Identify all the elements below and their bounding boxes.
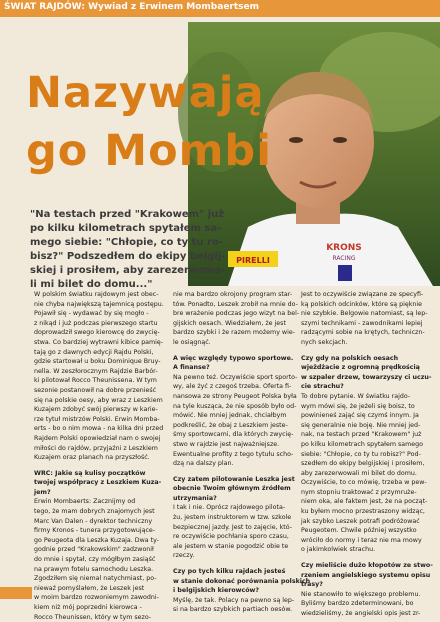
lead-line: bisz?" Podszedłem do ekipy belgij- bbox=[30, 251, 226, 262]
text-line: W polskim światku rajdowym jest obec- bbox=[34, 291, 159, 298]
text-line: rzeczy. bbox=[173, 552, 195, 560]
text-line: wy, ale żyć z czegoś trzeba. Oferta fi- bbox=[173, 383, 292, 391]
text-line: po kilku kilometrach spytałem samego bbox=[301, 440, 423, 448]
text-line: Rajdem Polski opowiedział nam o swojej bbox=[34, 434, 161, 442]
text-line: wym mówi się, że jeżeli się boisz, to bbox=[301, 402, 415, 410]
text-line: nak, na testach przed "Krakowem" już bbox=[301, 431, 422, 439]
text-line: go Peugeota dla Leszka Kuzaja. Dwa ty- bbox=[34, 536, 159, 544]
article-column-2 bbox=[173, 290, 311, 615]
text-line: bre wrażenie podczas jego wizyt na bel- bbox=[173, 310, 300, 318]
text-line: siebie: "Chłopie, co ty tu robisz?" Pod- bbox=[301, 450, 421, 458]
text-line: nie szybkie. Belgowie natomiast, są lep- bbox=[301, 310, 428, 318]
text-line: wiedzieliśmy, że angielski opis jest zr- bbox=[301, 610, 421, 617]
text-line: się na polskie oesy, aby wraz z Leszkiem bbox=[34, 396, 163, 404]
right-eye bbox=[333, 137, 347, 143]
text-line: na tyle kusząca, że nie sposób było od- bbox=[173, 402, 297, 410]
section-header bbox=[4, 2, 259, 12]
text-line: rze tytuł mistrzów Polski. Erwin Momba- bbox=[34, 415, 160, 423]
lead-line: po kilku kilometrach spytałem sa- bbox=[30, 223, 222, 234]
question-line: Czy po tych kilku rajdach jesteś bbox=[173, 568, 286, 576]
text-line: Zgodziłem się niemal natychmiast, po- bbox=[34, 575, 157, 583]
text-line: si na bardzo szybkich partiach oesów. bbox=[173, 606, 292, 614]
lead-line: li mi bilet do domu..." bbox=[30, 279, 153, 290]
section-header-bar bbox=[0, 0, 440, 17]
headline-line-2: go Mombi bbox=[26, 126, 272, 176]
text-line: mówić. Nie mniej jednak, chciałbym bbox=[173, 412, 287, 420]
text-line: aby zarezerwowali mi bilet do domu. bbox=[301, 469, 417, 477]
text-line: niem oka, ale faktem jest, że na począt- bbox=[301, 498, 428, 506]
krons-logo: KRONS bbox=[326, 243, 362, 253]
text-line: To dobre pytanie. W światku rajdo- bbox=[301, 392, 411, 400]
question-line: twojej współpracy z Leszkiem Kuza- bbox=[34, 479, 162, 487]
text-line: ki pilotował Rocco Theunissena. W tym bbox=[34, 377, 157, 385]
text-line: Rocco Theunissen, który w tym sezo- bbox=[34, 613, 152, 621]
text-line: kiem niż mój poprzedni kierowca - bbox=[34, 604, 142, 611]
text-line: ale jestem w stanie pogodzić obie te bbox=[173, 542, 289, 550]
question-line: trasy? bbox=[301, 581, 323, 589]
text-line: Marc Van Dalen - dyrektor techniczny bbox=[34, 517, 153, 525]
question-line: A finanse? bbox=[173, 364, 210, 372]
text-line: ku byłem mocno przestraszony widząc, bbox=[301, 508, 425, 516]
question-line: wjeżdżacie z ogromną prędkością bbox=[301, 364, 420, 372]
text-line: nie ma bardzo okrojony program star- bbox=[173, 291, 293, 298]
text-line: do mnie i spytał, czy mógłbym zasiąść bbox=[34, 556, 156, 564]
text-line: nym stopniu traktować z przymruże- bbox=[301, 488, 417, 496]
article-column-1 bbox=[34, 290, 164, 622]
text-line: dzą na dalszy plan. bbox=[173, 460, 234, 468]
question-line: utrzymania? bbox=[173, 494, 217, 502]
lead-line: "Na testach przed "Krakowem" już bbox=[30, 209, 225, 220]
question-line: cie strachu? bbox=[301, 383, 344, 391]
text-line: Ewentualne profity z tego tytułu scho- bbox=[173, 450, 294, 458]
text-line: nansowa ze strony Peugeot Polska była bbox=[173, 392, 297, 400]
lead-quote bbox=[30, 208, 335, 292]
question-line: rzeniem angielskiego systemu opisu bbox=[301, 571, 431, 579]
article-column-3 bbox=[301, 290, 432, 619]
text-line: ką polskich odcinków, które są pięknie bbox=[301, 300, 423, 308]
text-line: nella. W zeszłorocznym Rajdzie Barbór- bbox=[34, 367, 158, 375]
section-title: Wywiad z Erwinem Mombaertsem bbox=[88, 2, 260, 12]
text-line: tego, że mam dobrych znajomych jest bbox=[34, 508, 155, 516]
headline-line-1: Nazywają bbox=[26, 68, 265, 118]
text-line: Na pewno też. Oczywiście sport sporto- bbox=[173, 373, 298, 381]
text-line: re oczywiście pochłania sporo czasu, bbox=[173, 533, 289, 541]
text-line: tają go z dawnych edycji Rajdu Polski, bbox=[34, 348, 154, 356]
question-line: w stanie dokonać porównania polskich bbox=[173, 577, 311, 585]
text-line: radzącymi sobie na krętych, techniczn- bbox=[301, 329, 425, 337]
question-line: jem? bbox=[34, 488, 51, 496]
section-name: ŚWIAT RAJDÓW: bbox=[4, 2, 85, 12]
text-line: stwa. Co bardziej wytrawni kibice pamię- bbox=[34, 338, 164, 346]
text-line: bezpiecznej jazdy. Jest to zajęcie, któ- bbox=[173, 523, 292, 531]
text-line: śmy sportowcami, dla których zwycię- bbox=[173, 431, 294, 439]
text-line: w moim bardzo rozwoniemym zawodni- bbox=[34, 594, 159, 602]
text-line: Myślę, że tak. Polacy na pewno są lep- bbox=[173, 596, 295, 604]
text-line: bardzo szybki i że razem możemy wie- bbox=[173, 329, 295, 337]
text-line: sezonie postanowił na dobre przenieść bbox=[34, 386, 157, 394]
text-line: I tak i nie. Oprócz rajdowego pilota- bbox=[173, 504, 286, 512]
text-line: Byliśmy bardzo zdeterminowani, bo bbox=[301, 600, 414, 608]
text-line: stwo w rajdzie jest najważniejsze. bbox=[173, 440, 280, 448]
question-line: WRC: Jakie są kulisy początków bbox=[34, 469, 146, 477]
text-line: miłości do rajdów, przyjaźni z Leszkiem bbox=[34, 444, 158, 452]
question-line: w szpaler drzew, towarzyszy ci uczu- bbox=[301, 373, 432, 381]
text-line: le osiągnąć. bbox=[173, 338, 211, 346]
text-line: Peugeotem. Chwile później wszystko bbox=[301, 527, 417, 535]
text-line: jak szybko Leszek potrafi podróżować bbox=[301, 517, 420, 525]
text-line: tów. Ponadto, Leszek zrobił na mnie do- bbox=[173, 300, 298, 308]
text-line: z nikąd i już podczas pierwszego startu bbox=[34, 319, 158, 327]
page-corner-tab bbox=[0, 587, 32, 599]
text-line: doprowadził swego kierowcę do zwycię- bbox=[34, 329, 160, 337]
text-line: wróciło do normy i teraz nie ma mowy bbox=[301, 536, 422, 544]
text-line: Pojawił się - wydawać by się mogło - bbox=[34, 310, 149, 318]
text-line: podkreślić, że obaj z Leszkiem jeste- bbox=[173, 421, 288, 429]
pirelli-logo: PIRELLI bbox=[236, 256, 270, 265]
text-line: na prawym fotelu samochodu Leszka. bbox=[34, 565, 154, 573]
lead-line: skiej i prosiłem, aby zarezerwowa- bbox=[30, 265, 226, 276]
text-line: Kuzajem oraz planach na przyszłość. bbox=[34, 454, 150, 462]
text-line: o jakimkolwiek strachu. bbox=[301, 546, 376, 554]
text-line: godnie przed "Krakowskim" zadzwonił bbox=[34, 546, 154, 554]
text-line: Nie stanowiło to większego problemu. bbox=[301, 590, 421, 598]
text-line: szymi technikami - zawodnikami lepiej bbox=[301, 319, 423, 327]
text-line: szedłem do ekipy belgijskiej i prosiłem, bbox=[301, 460, 425, 468]
question-line: Czy zatem pilotowanie Leszka jest bbox=[173, 475, 295, 483]
text-line: erts - bo o nim mowa - na kilka dni przed bbox=[34, 425, 164, 433]
peugeot-lion-badge bbox=[338, 265, 352, 281]
text-line: nych sekcjach. bbox=[301, 338, 348, 346]
text-line: niewaź pomyślałem, że Leszek jest bbox=[34, 584, 145, 592]
question-line: A więc względy typowo sportowe. bbox=[173, 354, 294, 362]
question-line: obecnie Twoim głównym źródłem bbox=[173, 485, 291, 493]
question-line: Czy gdy na polskich oesach bbox=[301, 354, 399, 362]
question-line: i belgijskich kierowców? bbox=[173, 587, 260, 595]
text-line: firmy Kronos - tunera przygotowujące- bbox=[34, 527, 156, 535]
text-line: Kuzajem zdobyć swój pierwszy w karie- bbox=[34, 406, 158, 414]
text-line: nie chyba największą tajemnicą postępu. bbox=[34, 300, 164, 308]
lead-line: mego siebie: "Chłopie, co ty tu ro- bbox=[30, 237, 224, 248]
text-line: gdzie startował u boku Dominique Bruy- bbox=[34, 358, 161, 366]
text-line: Erwin Mombaerts: Zacznijmy od bbox=[34, 498, 136, 506]
left-eye bbox=[289, 137, 303, 143]
racing-logo: RACING bbox=[332, 255, 356, 262]
text-line: Oczywiście, to co mówię, trzeba w pew- bbox=[301, 479, 427, 487]
text-line: żu, jestem instruktorem w tzw. szkole bbox=[173, 514, 292, 522]
text-line: Jest to oczywiście związane ze specyfi- bbox=[301, 291, 424, 298]
text-line: powinieneś zająć się czymś innym. Ja bbox=[301, 412, 419, 420]
text-line: się generalnie nie boję. Nie mniej jed- bbox=[301, 421, 421, 429]
text-line: gijskich oesach. Wiedziałem, że jest bbox=[173, 319, 286, 327]
question-line: Czy mieliście dużo kłopotów ze stwo- bbox=[301, 562, 433, 570]
